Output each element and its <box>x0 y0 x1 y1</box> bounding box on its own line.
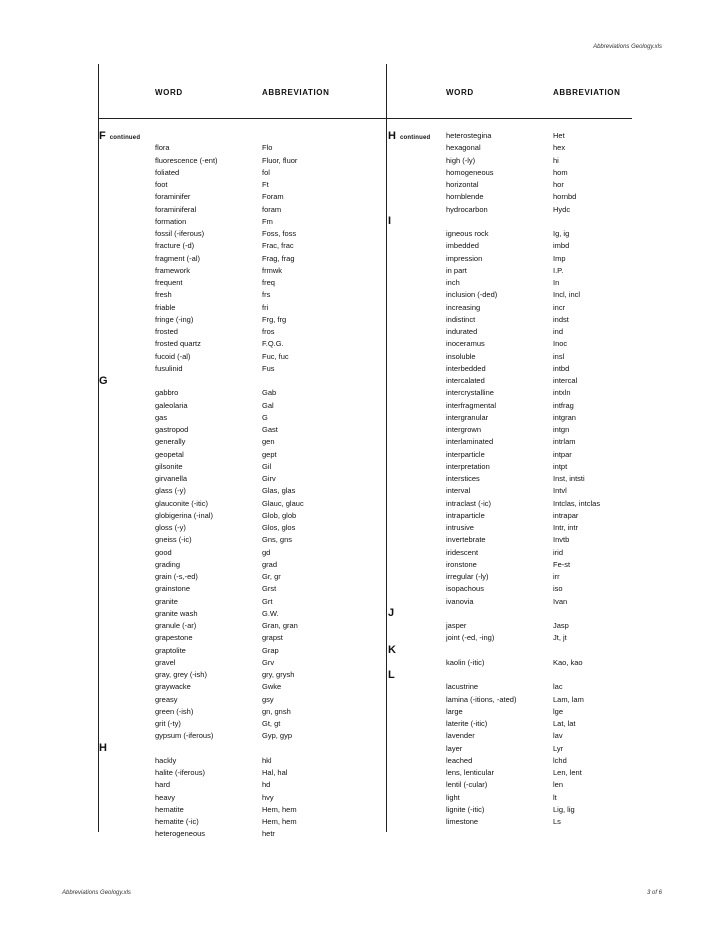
term-word: hexagonal <box>446 143 481 153</box>
term-word: gloss (-y) <box>155 523 186 532</box>
term-word: inclusion (-ded) <box>446 290 498 300</box>
term-abbreviation: Jt, jt <box>553 633 567 643</box>
term-abbreviation: Lig, lig <box>553 804 575 814</box>
section-letter <box>388 130 430 144</box>
term-word: horizontal <box>446 180 479 189</box>
term-word: gas <box>155 412 168 422</box>
term-abbreviation: insl <box>553 351 565 361</box>
section-letter-text: H <box>99 742 107 754</box>
section-letter <box>388 669 395 681</box>
term-abbreviation: intercal <box>553 376 578 385</box>
term-abbreviation: hornbd <box>553 192 577 202</box>
term-word: heterogeneous <box>155 829 206 839</box>
term-abbreviation: Ls <box>553 817 561 826</box>
section-letter-text: K <box>388 644 396 656</box>
term-word: gilsonite <box>155 461 183 471</box>
term-abbreviation: Gal <box>262 400 274 410</box>
term-word: frequent <box>155 278 183 287</box>
term-word: hackly <box>155 755 177 765</box>
term-abbreviation: imbd <box>553 241 570 251</box>
term-word: grit (-ty) <box>155 719 181 728</box>
term-abbreviation: Gt, gt <box>262 719 281 728</box>
term-word: layer <box>446 743 463 753</box>
left-abbreviation-header: ABBREVIATION <box>262 88 330 97</box>
section-letter-text: F <box>99 129 106 142</box>
term-word: green (-ish) <box>155 706 194 716</box>
term-abbreviation: ind <box>553 327 564 336</box>
term-word: gneiss (-ic) <box>155 535 192 545</box>
term-word: interpretation <box>446 461 490 471</box>
term-word: hard <box>155 780 171 790</box>
term-abbreviation: foram <box>262 204 282 214</box>
term-abbreviation: Frac, frac <box>262 241 294 251</box>
term-word: interfragmental <box>446 400 497 410</box>
term-abbreviation: Fm <box>262 216 273 226</box>
term-abbreviation: Intr, intr <box>553 523 579 532</box>
term-word: foraminifer <box>155 192 191 202</box>
term-abbreviation: Ft <box>262 180 269 189</box>
term-word: generally <box>155 437 186 447</box>
header-file-name: Abbreviations Geology.xls <box>593 44 662 50</box>
term-word: fringe (-ing) <box>155 314 194 324</box>
term-abbreviation: Jasp <box>553 621 569 630</box>
term-word: granite <box>155 596 178 606</box>
section-letter <box>388 607 394 619</box>
section-letter <box>388 644 396 656</box>
term-word: hematite <box>155 804 184 814</box>
term-abbreviation: gen <box>262 437 275 447</box>
term-abbreviation: intpar <box>553 449 572 459</box>
term-abbreviation: intxln <box>553 388 571 398</box>
term-word: ivanovia <box>446 596 474 606</box>
term-word: intrusive <box>446 523 474 532</box>
term-abbreviation: Invtb <box>553 535 570 545</box>
term-word: heterostegina <box>446 131 492 140</box>
term-abbreviation: lav <box>553 731 563 741</box>
left-border-line <box>98 64 99 832</box>
continued-label: continued <box>109 134 141 141</box>
term-word: interparticle <box>446 449 485 459</box>
term-abbreviation: gn, gnsh <box>262 706 291 716</box>
term-word: geopetal <box>155 449 184 459</box>
term-word: foot <box>155 180 168 189</box>
term-abbreviation: intrlam <box>553 437 576 447</box>
term-abbreviation: intgran <box>553 412 576 422</box>
term-abbreviation: Frag, frag <box>262 253 295 263</box>
term-word: laterite (-itic) <box>446 719 488 728</box>
term-word: flora <box>155 143 170 153</box>
term-word: girvanella <box>155 474 188 483</box>
term-abbreviation: Ivan <box>553 596 568 606</box>
left-word-header: WORD <box>155 88 183 97</box>
term-word: joint (-ed, -ing) <box>446 633 495 643</box>
section-letter <box>388 215 391 227</box>
term-abbreviation: irid <box>553 547 564 557</box>
term-abbreviation: lt <box>553 792 557 802</box>
term-abbreviation: Grt <box>262 596 273 606</box>
term-abbreviation: Fuc, fuc <box>262 351 289 361</box>
term-abbreviation: fol <box>262 167 270 177</box>
term-word: halite (-iferous) <box>155 768 206 777</box>
term-abbreviation: Glauc, glauc <box>262 498 304 508</box>
term-word: intergranular <box>446 412 489 422</box>
term-word: intraclast (-ic) <box>446 498 492 508</box>
term-word: gypsum (-iferous) <box>155 731 214 741</box>
term-word: hornblende <box>446 192 484 202</box>
term-abbreviation: Hal, hal <box>262 768 288 777</box>
term-word: indistinct <box>446 314 476 324</box>
term-abbreviation: lge <box>553 706 564 716</box>
term-word: fluorescence (-ent) <box>155 155 218 165</box>
term-word: insoluble <box>446 351 476 361</box>
term-abbreviation: Incl, incl <box>553 290 581 300</box>
term-word: grapestone <box>155 633 193 643</box>
section-letter <box>99 130 140 144</box>
term-word: large <box>446 706 463 716</box>
term-abbreviation: lchd <box>553 755 567 765</box>
term-word: intercrystalline <box>446 388 494 398</box>
term-word: framework <box>155 265 191 275</box>
term-word: impression <box>446 253 483 263</box>
term-abbreviation: hvy <box>262 792 274 802</box>
term-abbreviation: Lyr <box>553 743 564 753</box>
term-abbreviation: Intvl <box>553 486 567 496</box>
term-abbreviation: intgn <box>553 425 570 434</box>
term-abbreviation: Foss, foss <box>262 229 297 238</box>
term-abbreviation: Glas, glas <box>262 486 296 496</box>
term-word: lacustrine <box>446 682 479 692</box>
term-abbreviation: hom <box>553 167 568 177</box>
term-word: friable <box>155 302 176 312</box>
term-word: frosted quartz <box>155 339 201 349</box>
term-abbreviation: Gwke <box>262 682 282 692</box>
term-word: lignite (-itic) <box>446 804 485 814</box>
term-abbreviation: Inoc <box>553 339 568 349</box>
term-word: graywacke <box>155 682 191 692</box>
term-word: greasy <box>155 694 178 704</box>
term-word: fossil (-iferous) <box>155 229 205 238</box>
term-word: heavy <box>155 792 176 802</box>
term-word: fucoid (-al) <box>155 351 191 361</box>
term-abbreviation: Gr, gr <box>262 572 281 581</box>
term-word: inoceramus <box>446 339 485 349</box>
term-word: ironstone <box>446 559 477 569</box>
term-word: foliated <box>155 167 180 177</box>
term-word: gravel <box>155 657 176 667</box>
term-word: in part <box>446 265 467 275</box>
term-abbreviation: indst <box>553 314 569 324</box>
term-abbreviation: Hem, hem <box>262 817 297 826</box>
term-abbreviation: fros <box>262 327 275 336</box>
term-abbreviation: gsy <box>262 694 274 704</box>
term-word: intraparticle <box>446 510 485 520</box>
term-abbreviation: Imp <box>553 253 566 263</box>
term-abbreviation: Hem, hem <box>262 804 297 814</box>
term-abbreviation: Grst <box>262 584 277 594</box>
term-word: intercalated <box>446 376 485 385</box>
term-word: grading <box>155 559 181 569</box>
right-abbreviation-header: ABBREVIATION <box>553 88 621 97</box>
term-abbreviation: Flo <box>262 143 273 153</box>
term-word: fusulinid <box>155 363 183 373</box>
section-letter-text: I <box>388 215 392 228</box>
term-word: glauconite (-itic) <box>155 498 208 508</box>
term-abbreviation: Ig, ig <box>553 229 570 238</box>
term-abbreviation: lac <box>553 682 563 692</box>
term-abbreviation: Girv <box>262 474 276 483</box>
term-abbreviation: incr <box>553 302 566 312</box>
term-word: interval <box>446 486 471 496</box>
term-abbreviation: hex <box>553 143 566 153</box>
section-letter-text: J <box>388 607 395 620</box>
term-word: kaolin (-itic) <box>446 657 485 667</box>
term-abbreviation: G.W. <box>262 608 279 618</box>
header-underline <box>98 118 632 119</box>
term-abbreviation: intpt <box>553 461 568 471</box>
footer-page-number: 3 of 6 <box>646 890 662 896</box>
term-word: isopachous <box>446 584 484 594</box>
term-abbreviation: gry, grysh <box>262 670 295 679</box>
term-abbreviation: In <box>553 278 560 287</box>
term-word: limestone <box>446 817 479 826</box>
term-word: increasing <box>446 302 481 312</box>
term-abbreviation: Foram <box>262 192 284 202</box>
term-word: gastropod <box>155 425 189 434</box>
center-divider-line <box>386 64 387 832</box>
term-abbreviation: hi <box>553 155 559 165</box>
term-abbreviation: grapst <box>262 633 283 643</box>
term-word: granule (-ar) <box>155 621 197 630</box>
term-abbreviation: hor <box>553 180 564 189</box>
term-word: gray, grey (-ish) <box>155 670 207 679</box>
term-word: graptolite <box>155 645 186 655</box>
term-word: hematite (-ic) <box>155 817 199 826</box>
term-word: igneous rock <box>446 229 489 238</box>
term-abbreviation: Gast <box>262 425 278 434</box>
term-word: jasper <box>446 621 467 630</box>
term-abbreviation: grad <box>262 559 278 569</box>
term-abbreviation: intrapar <box>553 510 579 520</box>
term-abbreviation: hd <box>262 780 271 790</box>
term-abbreviation: hkl <box>262 755 272 765</box>
term-abbreviation: Glob, glob <box>262 510 297 520</box>
term-abbreviation: Gyp, gyp <box>262 731 293 741</box>
term-abbreviation: Inst, intsti <box>553 474 585 483</box>
term-word: formation <box>155 216 187 226</box>
term-abbreviation: fri <box>262 302 269 312</box>
section-letter-text: L <box>388 668 395 681</box>
term-abbreviation: Gab <box>262 388 277 398</box>
term-abbreviation: Gns, gns <box>262 535 293 545</box>
section-letter <box>99 742 107 754</box>
section-letter-text: H <box>388 129 396 142</box>
term-abbreviation: Gil <box>262 461 272 471</box>
term-word: interlaminated <box>446 437 494 447</box>
term-word: foraminiferal <box>155 204 197 214</box>
term-word: irregular (-ly) <box>446 572 489 581</box>
term-abbreviation: Hydc <box>553 204 571 214</box>
term-word: lavender <box>446 731 475 741</box>
term-abbreviation: Grv <box>262 657 275 667</box>
term-word: interstices <box>446 474 480 483</box>
term-word: lens, lenticular <box>446 768 494 777</box>
term-abbreviation: len <box>553 780 564 790</box>
term-abbreviation: I.P. <box>553 265 564 275</box>
term-word: high (-ly) <box>446 155 476 165</box>
term-abbreviation: Kao, kao <box>553 657 583 667</box>
term-word: globigerina (-inal) <box>155 510 213 520</box>
term-abbreviation: Fluor, fluor <box>262 155 298 165</box>
continued-label: continued <box>399 134 431 141</box>
term-word: indurated <box>446 327 478 336</box>
term-word: frosted <box>155 327 178 336</box>
term-abbreviation: F.Q.G. <box>262 339 284 349</box>
term-word: invertebrate <box>446 535 486 545</box>
term-word: grainstone <box>155 584 191 594</box>
term-abbreviation: gept <box>262 449 277 459</box>
term-word: fragment (-al) <box>155 253 201 263</box>
term-abbreviation: iso <box>553 584 563 594</box>
term-abbreviation: Lat, lat <box>553 719 576 728</box>
term-word: glass (-y) <box>155 486 186 496</box>
term-word: imbedded <box>446 241 479 251</box>
term-abbreviation: Frg, frg <box>262 314 287 324</box>
term-word: granite wash <box>155 608 198 618</box>
term-abbreviation: hetr <box>262 829 275 839</box>
term-word: intergrown <box>446 425 482 434</box>
term-word: grain (-s,-ed) <box>155 572 198 581</box>
term-abbreviation: Grap <box>262 645 279 655</box>
term-word: leached <box>446 755 473 765</box>
term-abbreviation: Glos, glos <box>262 523 296 532</box>
term-word: lentil (-cular) <box>446 780 488 790</box>
term-abbreviation: frs <box>262 290 271 300</box>
term-abbreviation: Lam, lam <box>553 694 584 704</box>
term-abbreviation: Fus <box>262 363 275 373</box>
term-word: hydrocarbon <box>446 204 488 214</box>
term-word: galeolaria <box>155 400 188 410</box>
term-abbreviation: frmwk <box>262 265 282 275</box>
term-abbreviation: intfrag <box>553 400 574 410</box>
term-abbreviation: Het <box>553 131 565 140</box>
term-abbreviation: gd <box>262 547 271 557</box>
term-abbreviation: Intclas, intclas <box>553 498 601 508</box>
term-word: iridescent <box>446 547 479 557</box>
term-word: lamina (-itions, -ated) <box>446 694 517 704</box>
term-word: light <box>446 792 460 802</box>
section-letter-text: G <box>99 374 108 387</box>
term-word: fresh <box>155 290 172 300</box>
term-abbreviation: Gran, gran <box>262 621 298 630</box>
term-abbreviation: freq <box>262 278 275 287</box>
term-word: gabbro <box>155 388 179 398</box>
term-word: fracture (-d) <box>155 241 195 251</box>
term-word: good <box>155 547 172 557</box>
term-abbreviation: irr <box>553 572 560 581</box>
term-abbreviation: G <box>262 412 268 422</box>
term-abbreviation: Len, lent <box>553 768 582 777</box>
term-abbreviation: Fe-st <box>553 559 571 569</box>
term-word: inch <box>446 278 460 287</box>
right-word-header: WORD <box>446 88 474 97</box>
section-letter <box>99 375 108 387</box>
term-abbreviation: intbd <box>553 363 570 373</box>
footer-file-name: Abbreviations Geology.xls <box>62 890 131 896</box>
term-word: homogeneous <box>446 167 494 177</box>
term-word: interbedded <box>446 363 486 373</box>
